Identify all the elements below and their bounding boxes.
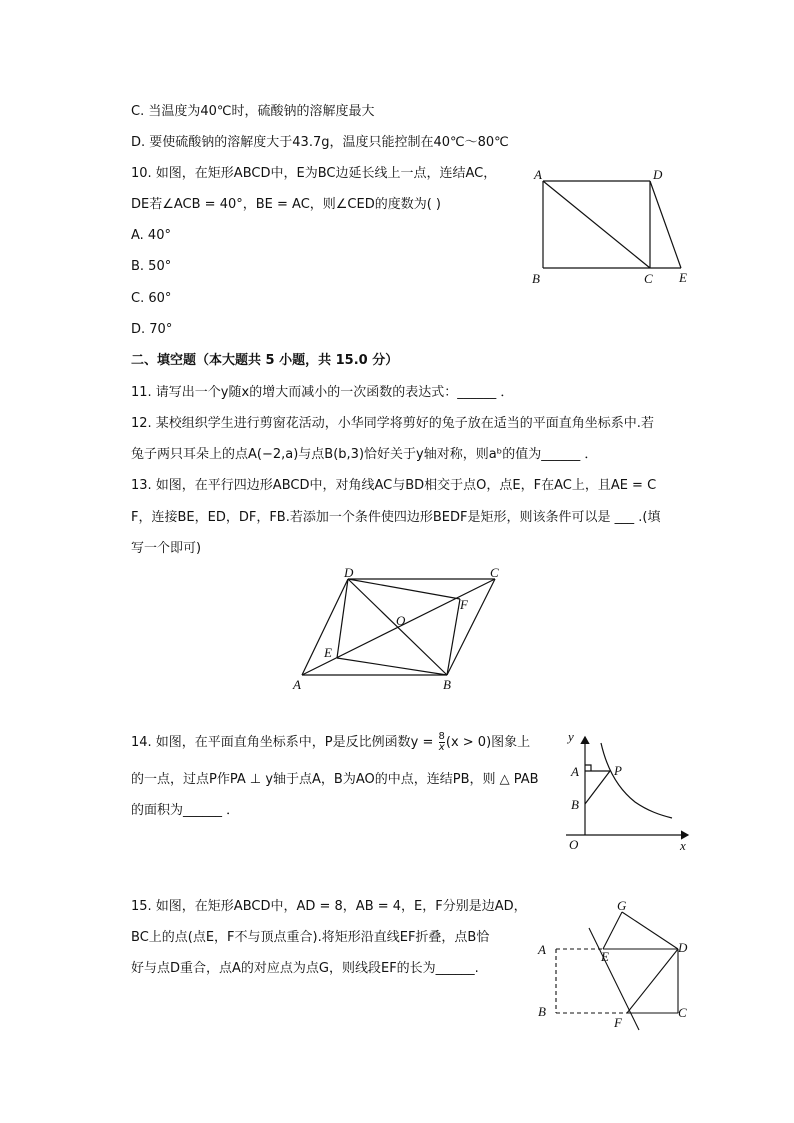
q12-stem-line2: 兔子两只耳朵上的点A(−2,a)与点B(b,3)恰好关于y轴对称，则aᵇ的值为______ ． (131, 447, 598, 462)
section-title-fill-in: 二、填空题（本大题共 5 小题，共 15.0 分） (131, 353, 399, 368)
q10-stem-line1: 10. 如图，在矩形ABCD中，E为BC边延长线上一点，连结AC， (131, 166, 497, 181)
q10-label-a: A (534, 167, 542, 182)
q13-label-d: D (344, 565, 354, 580)
q14-label-a: A (571, 764, 579, 779)
q9-option-d: D. 要使硫酸钠的溶解度大于43.7g，温度只能控制在40℃～80℃ (131, 135, 509, 150)
q11-stem: 11. 请写出一个y随x的增大而减小的一次函数的表达式：______ ． (131, 385, 514, 400)
q15-label-f: F (614, 1015, 622, 1030)
q14-label-x: x (680, 838, 686, 853)
q13-label-b: B (443, 677, 451, 692)
q15-stem-line3: 好与点D重合，点A的对应点为点G，则线段EF的长为______. (131, 961, 479, 976)
q14-fraction-numerator: 8 (438, 731, 445, 742)
q15-stem-line2: BC上的点(点E，F不与顶点重合).将矩形沿直线EF折叠，点B恰 (131, 930, 490, 945)
q15-label-d: D (678, 940, 688, 955)
q13-label-e: E (324, 645, 332, 660)
q10-option-d: D. 70° (131, 322, 173, 337)
q10-option-a: A. 40° (131, 228, 171, 243)
q15-label-e: E (601, 949, 609, 964)
q13-stem-line3: 写一个即可) (131, 541, 202, 556)
q13-stem-line2: F，连接BE，ED，DF，FB.若添加一个条件使四边形BEDF是矩形，则该条件可以是 ___ .(填 (131, 510, 661, 525)
q13-label-o: O (396, 613, 406, 628)
q14-label-p: P (614, 763, 622, 778)
q14-label-y: y (568, 729, 574, 744)
q14-stem-suffix: (x > 0)图象上 (445, 735, 531, 750)
q15-label-c: C (678, 1005, 687, 1020)
q14-stem-line2: 的一点，过点P作PA ⊥ y轴于点A，B为AO的中点，连结PB，则 △ PAB (131, 772, 539, 787)
q13-stem-line1: 13. 如图，在平行四边形ABCD中，对角线AC与BD相交于点O，点E，F在AC上，且AE = C (131, 478, 657, 493)
q10-label-c: C (644, 271, 653, 286)
q15-stem-line1: 15. 如图，在矩形ABCD中，AD = 8，AB = 4，E，F分别是边AD， (131, 899, 527, 914)
q14-label-o: O (569, 837, 579, 852)
q12-stem-line1: 12. 某校组织学生进行剪窗花活动，小华同学将剪好的兔子放在适当的平面直角坐标系中.若 (131, 416, 654, 431)
q14-stem-line1 (131, 732, 530, 753)
q13-label-a: A (293, 677, 301, 692)
q10-option-b: B. 50° (131, 259, 172, 274)
q14-fraction-denominator: x (438, 742, 445, 753)
q14-label-b: B (571, 797, 579, 812)
q10-figure (520, 160, 700, 295)
q15-label-g: G (617, 898, 627, 913)
q15-label-b: B (538, 1004, 546, 1019)
q10-label-b: B (532, 271, 540, 286)
q10-option-c: C. 60° (131, 291, 172, 306)
q15-figure (535, 898, 705, 1038)
q9-option-c: C. 当温度为40℃时，硫酸钠的溶解度最大 (131, 104, 375, 119)
q10-stem-line2: DE若∠ACB = 40°，BE = AC，则∠CED的度数为( ) (131, 197, 442, 212)
q13-label-c: C (490, 565, 499, 580)
q14-stem-prefix: 14. 如图，在平面直角坐标系中，P是反比例函数y = (131, 735, 438, 750)
q10-label-d: D (653, 167, 663, 182)
q14-fraction (439, 732, 445, 753)
q14-stem-line3: 的面积为______ ． (131, 803, 240, 818)
q15-label-a: A (538, 942, 546, 957)
q10-label-e: E (679, 270, 687, 285)
q14-figure (560, 725, 700, 855)
q13-figure (290, 565, 510, 695)
q13-label-f: F (460, 597, 468, 612)
